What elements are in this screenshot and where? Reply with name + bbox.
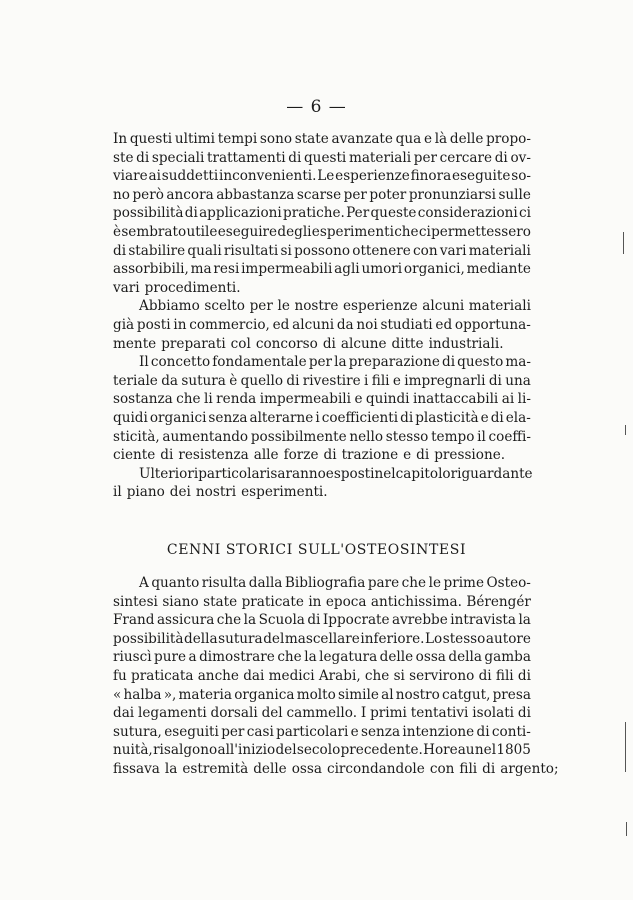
text-line: sticità, aumentando possibilmente nello stesso tempo il coeffi- xyxy=(113,428,531,445)
text-line: A quanto risulta dalla Bibliografia pare che le prime Osteo- xyxy=(139,575,531,591)
text-line: possibilità di applicazioni pratiche. Per queste considerazioni ci xyxy=(113,205,531,222)
text-line: il piano dei nostri esperimenti. xyxy=(113,484,328,501)
text-line: ste di speciali trattamenti di questi materiali per cercare di ov- xyxy=(113,149,531,166)
text-line: quidi organici senza alterarne i coefficienti di plasticità e di ela- xyxy=(113,409,531,426)
paragraph xyxy=(113,465,531,502)
body-text-section-2 xyxy=(113,574,559,779)
text-line: no però ancora abbastanza scarse per poter pronunziarsi sulle xyxy=(113,186,531,203)
text-line: nuità, risalgono all'inizio del secolo precedente. Horeau nel 1805 xyxy=(113,742,531,759)
section-heading: CENNI STORICI SULL'OSTEOSINTESI xyxy=(166,542,467,558)
text-line: sintesi siano state praticate in epoca antichissima. Bérengér xyxy=(113,593,531,610)
text-line: ciente di resistenza alle forze di trazione e di pressione. xyxy=(113,447,506,464)
text-line: sutura, eseguiti per casi particolari e senza intenzione di conti- xyxy=(113,723,531,740)
text-line: Ulteriori particolari saranno esposti nel capitolo riguardante xyxy=(139,465,533,482)
paragraph xyxy=(113,130,531,297)
page-number: — 6 — xyxy=(286,97,347,117)
text-line: assorbibili, ma resi impermeabili agli umori organici, mediante xyxy=(113,261,531,278)
text-line: sostanza che li renda impermeabili e quindi inattaccabili ai li- xyxy=(113,391,531,408)
margin-mark-4 xyxy=(626,822,627,836)
margin-mark-3 xyxy=(625,722,626,772)
text-line: In questi ultimi tempi sono state avanzate qua e là delle propo- xyxy=(113,131,531,147)
text-line: Frand assicura che la Scuola di Ippocrate avrebbe intravista la xyxy=(113,612,531,629)
body-text-section-1 xyxy=(113,130,531,502)
margin-mark-1 xyxy=(623,232,624,254)
text-line: già posti in commercio, ed alcuni da noi studiati ed opportuna- xyxy=(113,316,531,333)
text-line: « halba », materia organica molto simile al nostro catgut, presa xyxy=(113,686,531,703)
text-line: di stabilire quali risultati si possono ottenere con vari materiali xyxy=(113,242,531,259)
text-line: vari procedimenti. xyxy=(113,279,241,296)
text-line: viare ai suddetti inconvenienti. Le esperienze finora eseguite so- xyxy=(113,168,531,185)
text-line: è sembrato utile eseguire degli esperimenti che ci permettessero xyxy=(113,223,531,240)
text-line: fu praticata anche dai medici Arabi, che si servirono di fili di xyxy=(113,667,531,684)
text-line: Abbiamo scelto per le nostre esperienze alcuni materiali xyxy=(139,298,531,315)
text-line: Il concetto fondamentale per la preparazione di questo ma- xyxy=(139,354,531,371)
margin-mark-2 xyxy=(625,425,626,435)
text-line: riuscì pure a dimostrare che la legatura delle ossa della gamba xyxy=(113,649,531,666)
text-line: dai legamenti dorsali del cammello. I primi tentativi isolati di xyxy=(113,705,531,722)
text-line: mente preparati col concorso di alcune ditte industriali. xyxy=(113,335,504,352)
paragraph xyxy=(113,297,531,353)
text-line: fissava la estremità delle ossa circondandole con fili di argento; xyxy=(113,760,559,777)
text-line: teriale da sutura è quello di rivestire i fili e impregnarli di una xyxy=(113,372,531,389)
paragraph xyxy=(113,353,531,465)
paragraph xyxy=(113,574,559,779)
text-line: possibilità della sutura del mascellare inferiore. Lo stesso autore xyxy=(113,630,531,647)
